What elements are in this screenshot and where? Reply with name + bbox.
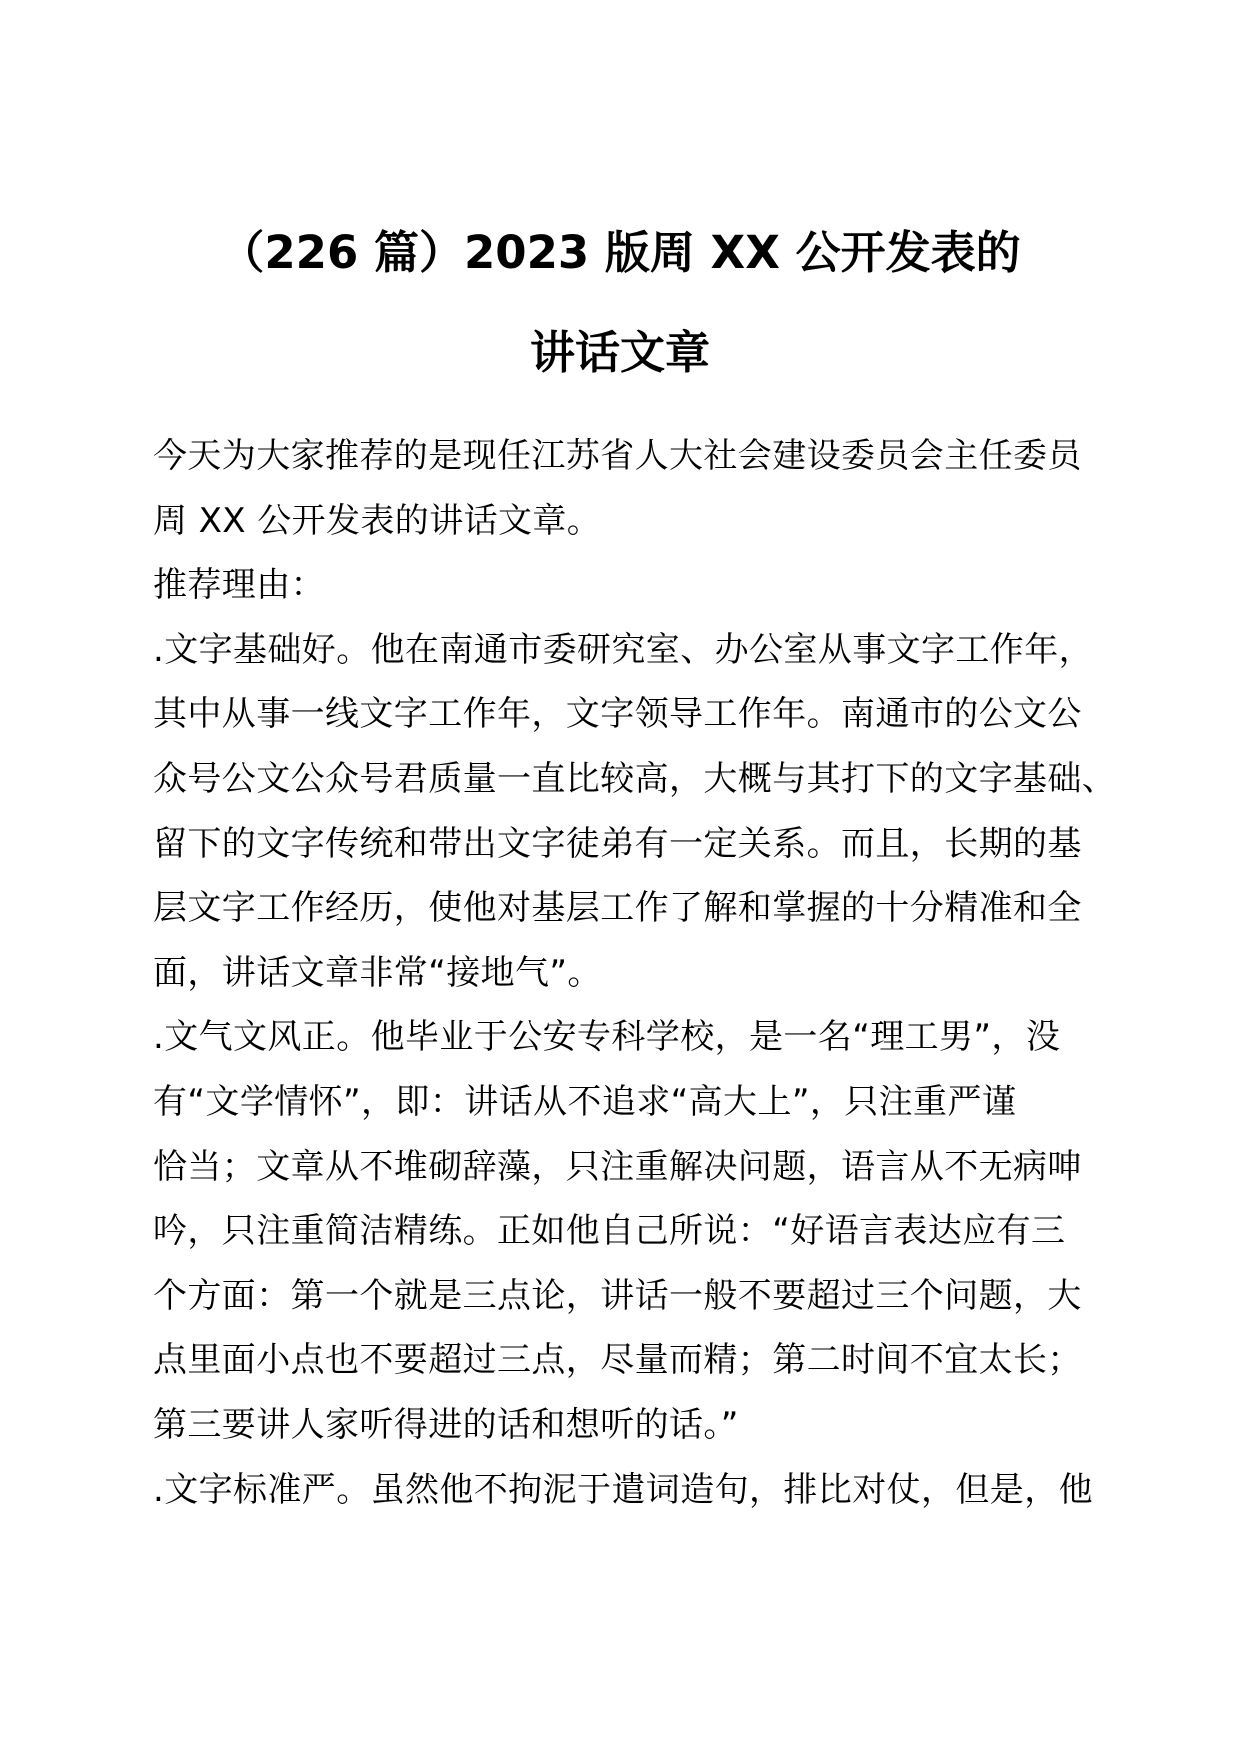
body-line: 个方面：第一个就是三点论，讲话一般不要超过三个问题，大: [153, 1275, 1082, 1316]
body-line: 今天为大家推荐的是现任江苏省人大社会建设委员会主任委员: [153, 436, 1082, 476]
body-line: .文气文风正。他毕业于公安专科学校，是一名“理工男”，没: [153, 1017, 1061, 1058]
body-line: .文字基础好。他在南通市委研究室、办公室从事文字工作年，: [153, 629, 1094, 670]
body-line: 恰当；文章从不堆砌辞藻，只注重解决问题，语言从不无病呻: [153, 1146, 1082, 1187]
body-text: [153, 424, 1117, 1522]
body-line: 其中从事一线文字工作年，文字领导工作年。南通市的公文公: [153, 694, 1082, 735]
body-line: 留下的文字传统和带出文字徒弟有一定关系。而且，长期的基: [153, 823, 1082, 864]
title-line-1: （226 篇）2023 版周 XX 公开发表的: [219, 226, 1021, 279]
title-line-2: 讲话文章: [529, 326, 710, 379]
body-line: 面，讲话文章非常“接地气”。: [153, 952, 602, 993]
body-line: .文字标准严。虽然他不拘泥于遣词造句，排比对仗，但是，他: [153, 1469, 1094, 1510]
body-line: 有“文学情怀”，即：讲话从不追求“高大上”，只注重严谨: [153, 1081, 1017, 1122]
body-line: 点里面小点也不要超过三点，尽量而精；第二时间不宜太长；: [153, 1340, 1082, 1381]
body-line: 第三要讲人家听得进的话和想听的话。”: [153, 1404, 739, 1445]
body-line: 众号公文公众号君质量一直比较高，大概与其打下的文字基础、: [153, 758, 1117, 799]
body-line: 推荐理由：: [153, 565, 325, 606]
body-line: 周 XX 公开发表的讲话文章。: [153, 500, 602, 541]
body-line: 层文字工作经历，使他对基层工作了解和掌握的十分精准和全: [153, 888, 1082, 929]
body-line: 吟，只注重简洁精练。正如他自己所说：“好语言表达应有三: [153, 1211, 1066, 1252]
